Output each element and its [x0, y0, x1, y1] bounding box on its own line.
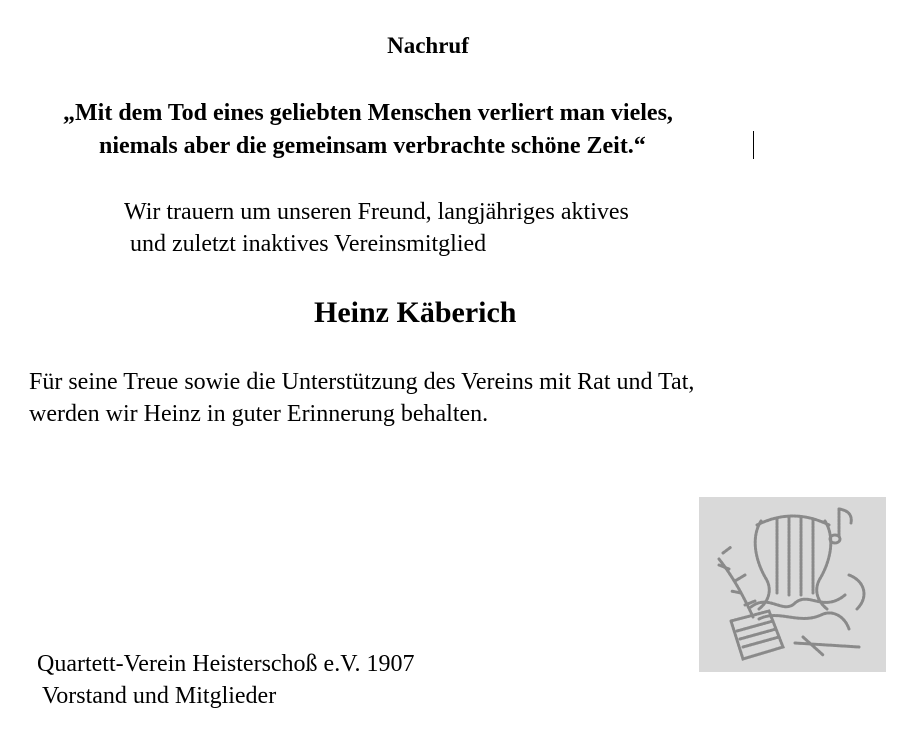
quote-line-1: „Mit dem Tod eines geliebten Menschen verliert man vieles,: [63, 100, 673, 126]
intro-line-2: und zuletzt inaktives Vereinsmitglied: [130, 231, 487, 257]
body-line-1: Für seine Treue sowie die Unterstützung des Vereins mit Rat und Tat,: [29, 369, 695, 395]
deceased-name: Heinz Käberich: [314, 296, 517, 329]
club-signature: Vorstand und Mitglieder: [42, 683, 277, 709]
quote-line-2: niemals aber die gemeinsam verbrachte schöne Zeit.“: [99, 133, 646, 159]
body-line-2: werden wir Heinz in guter Erinnerung behalten.: [29, 401, 489, 427]
text-cursor: [753, 131, 754, 159]
lyre-emblem-icon: [699, 497, 886, 672]
intro-line-1: Wir trauern um unseren Freund, langjähriges aktives: [124, 199, 629, 225]
club-name: Quartett-Verein Heisterschoß e.V. 1907: [37, 651, 415, 677]
page-title: Nachruf: [387, 33, 469, 58]
